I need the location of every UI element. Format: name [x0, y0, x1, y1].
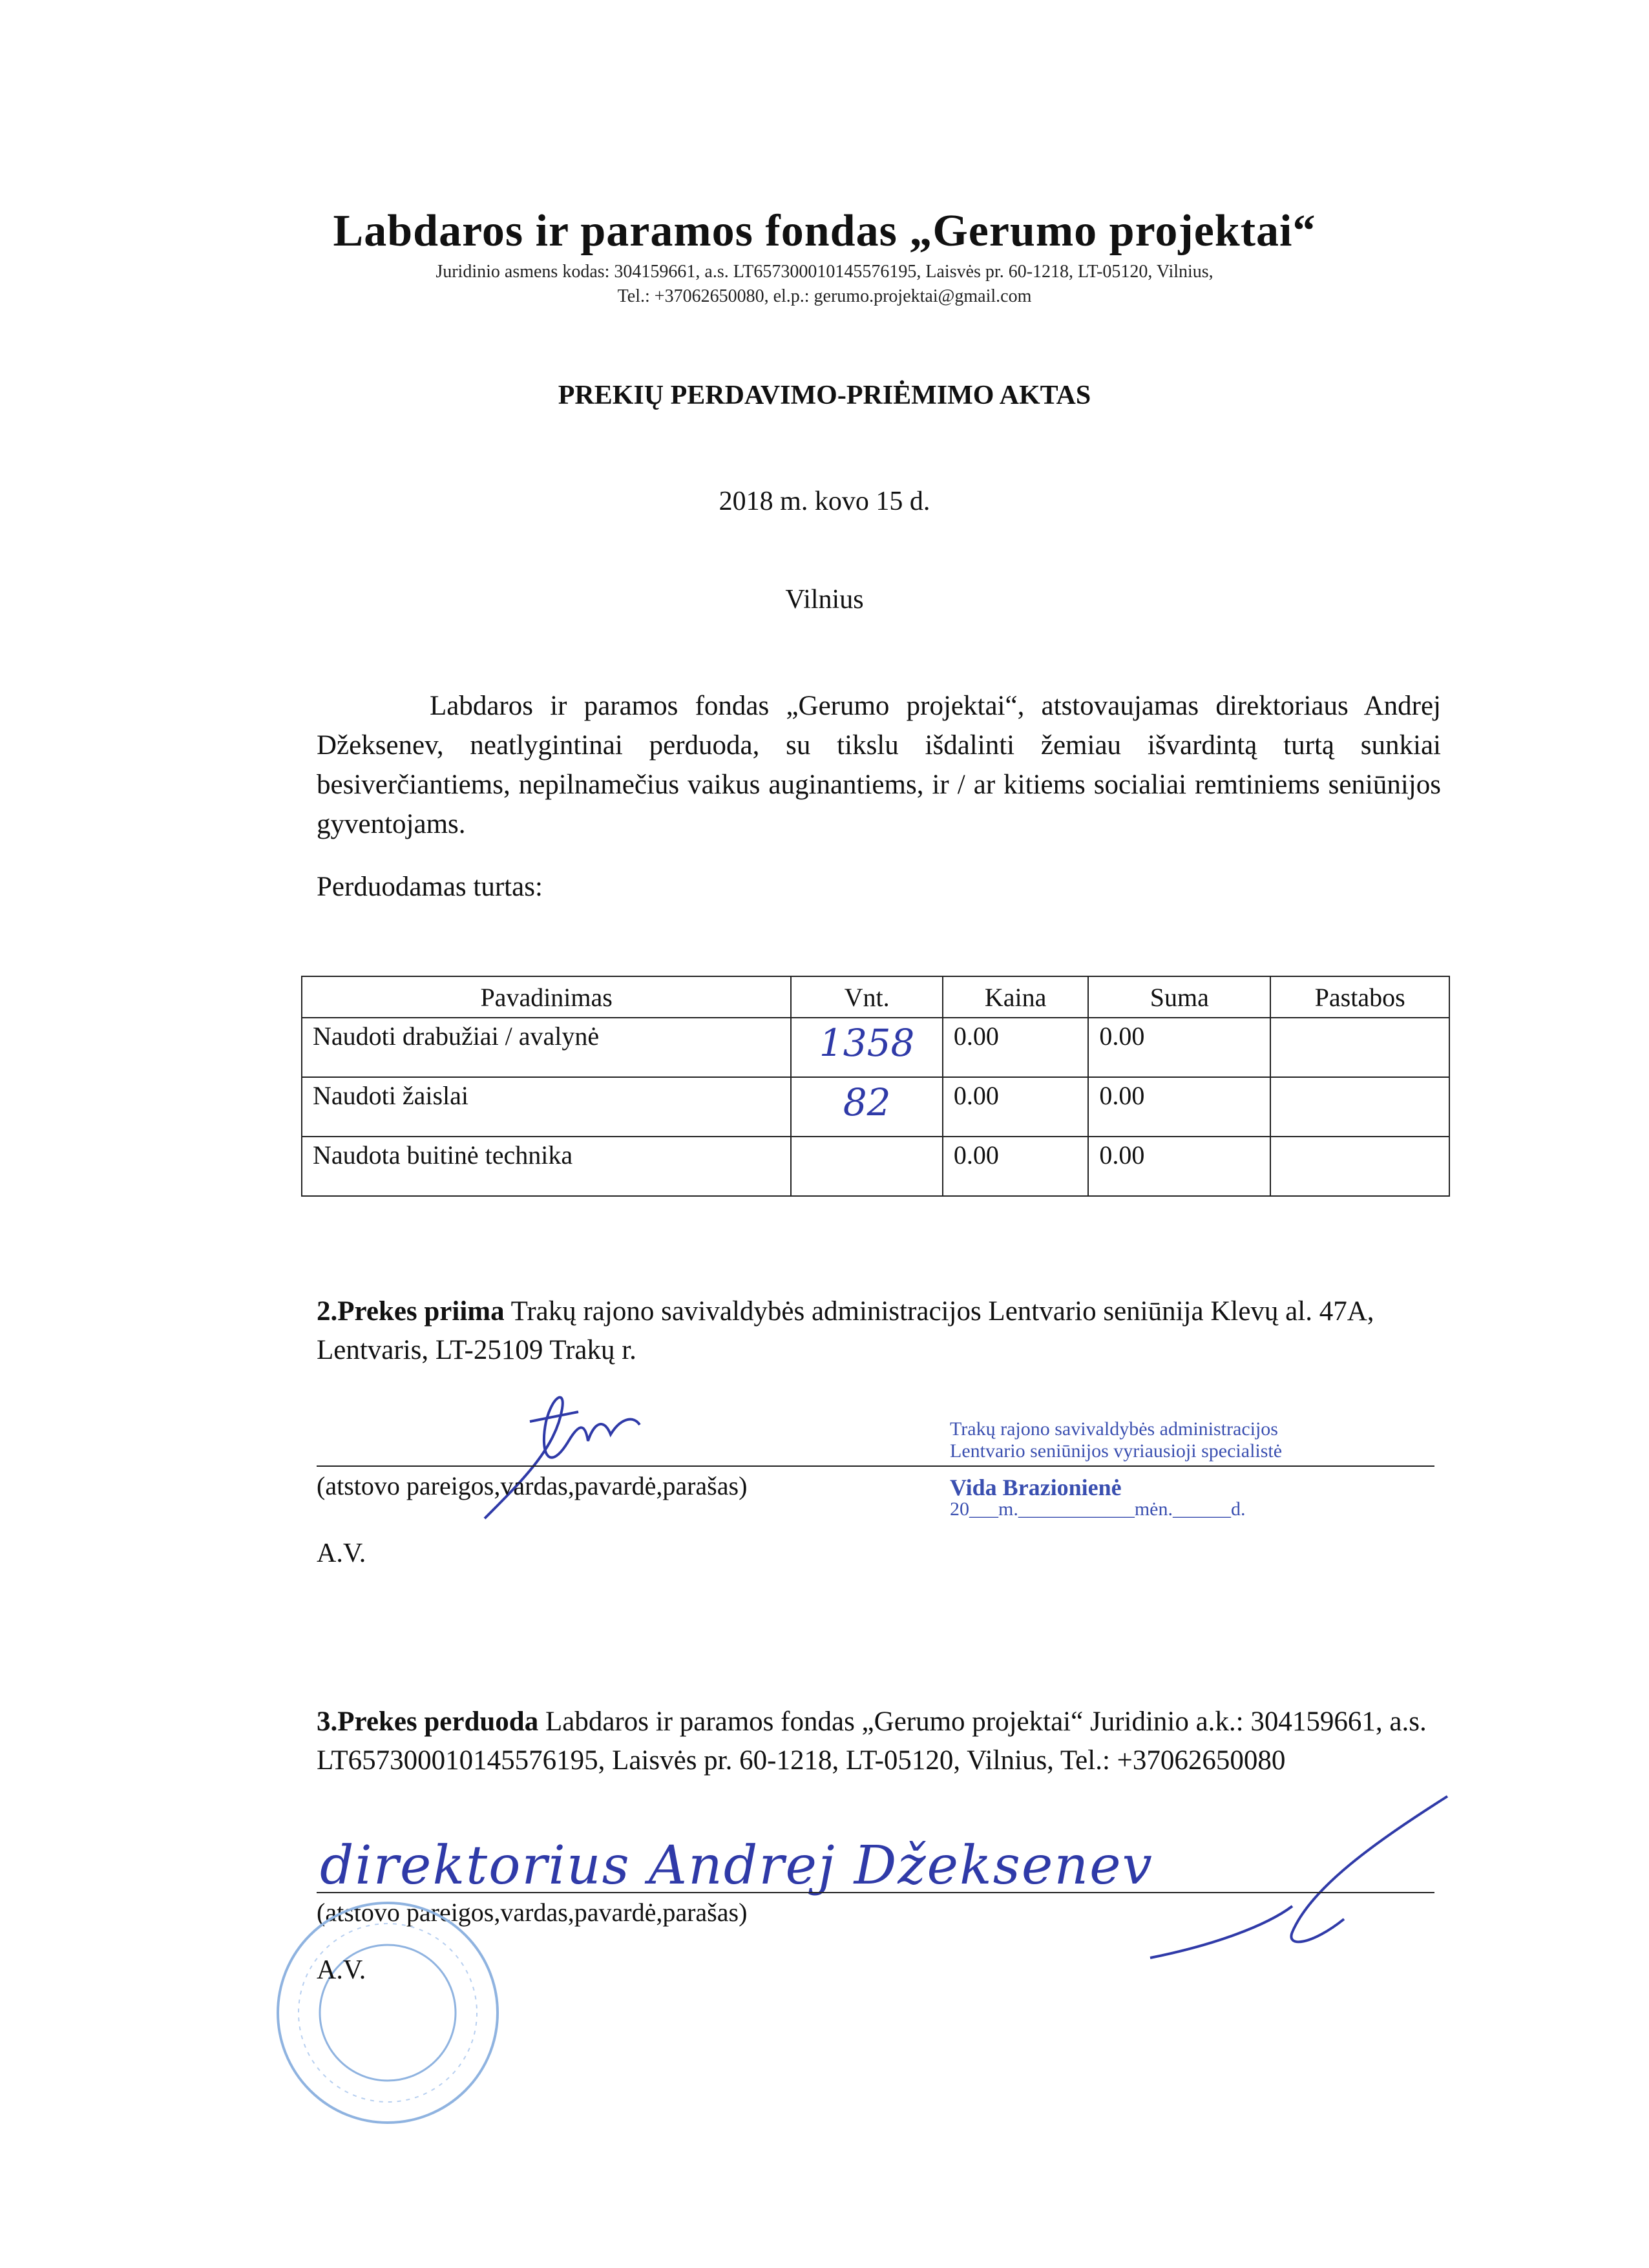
- item-qty: [791, 1137, 943, 1196]
- transferor-signature-caption: (atstovo pareigos,vardas,pavardė,parašas): [317, 1898, 748, 1927]
- organization-details: Juridinio asmens kodas: 304159661, a.s. LT657300010145576195, Laisvės pr. 60-1218, LT-05120, Vilnius,: [436, 262, 1213, 282]
- item-name: Naudota buitinė technika: [302, 1137, 791, 1196]
- stamp-name: Vida Brazionienė: [950, 1475, 1122, 1500]
- document-title: PREKIŲ PERDAVIMO-PRIĖMIMO AKTAS: [558, 381, 1091, 410]
- stamp-line-2: Lentvario seniūnijos vyriausioji specialistė: [950, 1440, 1283, 1462]
- item-name: Naudoti žaislai: [302, 1077, 791, 1137]
- header-name: Pavadinimas: [302, 976, 791, 1018]
- table-row: [302, 1018, 1449, 1077]
- item-notes: [1270, 1077, 1449, 1137]
- receiver-signature-caption: (atstovo pareigos,vardas,pavardė,parašas): [317, 1471, 748, 1500]
- transferor-handwritten-signature: direktorius Andrej Džeksenev: [320, 1835, 1154, 1896]
- document-date: 2018 m. kovo 15 d.: [719, 487, 930, 516]
- transferor-section: [317, 1703, 1454, 1780]
- receiver-signature: [465, 1383, 698, 1531]
- organization-contacts: Tel.: +37062650080, el.p.: gerumo.projektai@gmail.com: [617, 286, 1032, 306]
- header-sum: Suma: [1088, 976, 1270, 1018]
- item-sum: 0.00: [1088, 1077, 1270, 1137]
- intro-paragraph: Labdaros ir paramos fondas „Gerumo projektai“, atstovaujamas direktoriaus Andrej Džeksenev, neatlygintinai perduoda, su tikslu išdalinti žemiau išvardintą turtą sunkiai besiverčiantiems, nepilnamečius vaikus auginantiems, ir / ar kitiems socialiai remtiniems seniūnijos gyventojams.: [317, 691, 1441, 839]
- receiver-stamp: [950, 1418, 1282, 1520]
- table-row: [302, 1137, 1449, 1196]
- transferor-signature-flourish: [1098, 1783, 1460, 1971]
- receiver-section: [317, 1292, 1454, 1370]
- transferor-signature-line: [317, 1892, 1434, 1893]
- item-notes: [1270, 1018, 1449, 1077]
- item-price: 0.00: [943, 1077, 1088, 1137]
- organization-seal: [271, 1896, 504, 2129]
- item-name: Naudoti drabužiai / avalynė: [302, 1018, 791, 1077]
- items-table: [301, 976, 1450, 1197]
- receiver-label: 2.Prekes priima: [317, 1296, 505, 1327]
- header-notes: Pastabos: [1270, 976, 1449, 1018]
- header-price: Kaina: [943, 976, 1088, 1018]
- assets-label: Perduodamas turtas:: [317, 872, 543, 902]
- stamp-line-1: Trakų rajono savivaldybės administracijos: [950, 1418, 1278, 1440]
- table-header-row: [302, 976, 1449, 1018]
- transferor-label: 3.Prekes perduoda: [317, 1706, 539, 1737]
- receiver-text: Trakų rajono savivaldybės administracijos Lentvario seniūnija Klevų al. 47A, Lentvaris, LT-25109 Trakų r.: [317, 1296, 1374, 1365]
- item-price: 0.00: [943, 1018, 1088, 1077]
- receiver-stamp-label: A.V.: [317, 1538, 366, 1568]
- stamp-date-line: 20___m.____________mėn.______d.: [950, 1498, 1246, 1520]
- table-row: [302, 1077, 1449, 1137]
- header-qty: Vnt.: [791, 976, 943, 1018]
- document-city: Vilnius: [785, 585, 864, 614]
- item-qty-handwritten: 1358: [791, 1018, 943, 1077]
- item-notes: [1270, 1137, 1449, 1196]
- item-sum: 0.00: [1088, 1018, 1270, 1077]
- item-qty-handwritten: 82: [791, 1077, 943, 1137]
- organization-title: Labdaros ir paramos fondas „Gerumo projektai“: [333, 206, 1316, 256]
- item-sum: 0.00: [1088, 1137, 1270, 1196]
- item-price: 0.00: [943, 1137, 1088, 1196]
- transferor-text: Labdaros ir paramos fondas „Gerumo projektai“ Juridinio a.k.: 304159661, a.s. LT657300010145576195, Laisvės pr. 60-1218, LT-05120, Vilnius, Tel.: +37062650080: [317, 1706, 1427, 1776]
- transferor-stamp-label: A.V.: [317, 1955, 366, 1985]
